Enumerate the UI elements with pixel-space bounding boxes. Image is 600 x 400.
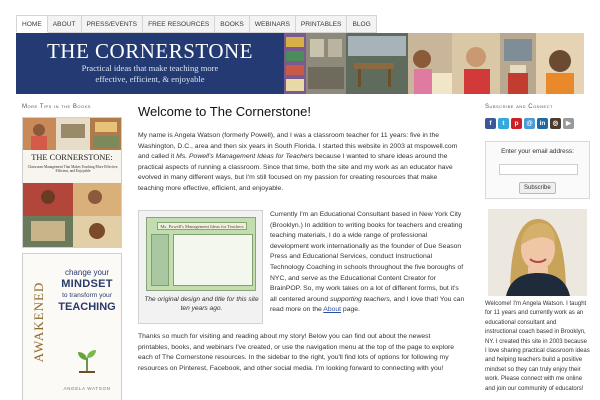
twitter-icon[interactable]: t [498,118,509,129]
original-site-menu [151,234,169,286]
classroom-photo-collage [284,33,584,94]
nav-press-events[interactable]: PRESS/EVENTS [82,15,144,33]
site-header-banner[interactable] [16,33,584,94]
email-label: Enter your email address: [501,148,574,155]
nav-blog[interactable]: BLOG [347,15,376,33]
site-tagline [34,63,266,85]
pinterest-icon[interactable]: p [511,118,522,129]
subscribe-heading: Subscribe and Connect [485,104,553,110]
email-icon[interactable]: @ [524,118,535,129]
email-subscribe-box [485,141,590,199]
main-nav [16,15,377,33]
left-sidebar [22,104,122,391]
tagline-line-2: effective, efficient, & enjoyable [95,74,205,84]
book-cover-awakened[interactable] [22,253,122,400]
email-field[interactable] [499,164,578,175]
social-icons-row [485,118,574,129]
instagram-icon[interactable]: ◎ [550,118,561,129]
nav-free-resources[interactable]: FREE RESOURCES [143,15,215,33]
intro-text-b: because I wanted to share ideas around the practical aspects of running a classroom. Since that time, both the site and my work as an educator have evolved in many different ways, but I'm still focused on my passion for creating resources that make teaching more effective, efficient, and enjoyable. [138,153,453,192]
linkedin-icon[interactable]: in [537,118,548,129]
nav-about[interactable]: ABOUT [48,15,82,33]
book-subtitle-cornerstone: Classroom Management That Makes Teaching More Effective, Efficient, and Enjoyable [27,165,119,174]
tagline-line-1: Practical ideas that make teaching more [81,63,219,73]
book-title-cornerstone: THE CORNERSTONE: [31,153,113,162]
site-title: THE CORNERSTONE [46,39,254,63]
original-site-heading: Ms. Powell's Management Ideas for Teachers [157,222,247,230]
thanks-paragraph: Thanks so much for visiting and reading about my story! Below you can find out about the newest printables, books, and webinars I've created, or use the navigation menu at the top of the page to explore each of The Cornerstone resources. In the sidebar to the right, you'll find lots of options for following my resources on Pinterest, Facebook, and other social media. I'm looking forward to connecting with you! [138,333,455,372]
original-site-body [173,234,253,286]
book-cover-photo-grid [23,183,122,248]
subscribe-button[interactable]: Subscribe [519,182,556,194]
original-design-figure [138,210,263,324]
facebook-icon[interactable]: f [485,118,496,129]
books-heading: More Tips in the Books [22,104,91,110]
nav-home[interactable]: HOME [16,15,48,33]
about-link[interactable]: About [323,306,342,314]
book2-line-1: change your [64,268,110,277]
consultant-text-c: page. [341,306,360,314]
consultant-text-emphasis: supporting teachers [330,295,390,303]
intro-text-a: My name is Angela Watson (formerly Powell), and I was a classroom teacher for 11 years: five in the Washington, D.C., area and then six years in South Florida. I started this website in 2003 at mspowell.com and called it [138,132,458,161]
book2-author: ANGELA WATSON [63,386,111,391]
book-cover-photos [23,118,122,150]
book2-line-2: MINDSET [61,278,113,290]
intro-text-emphasis: Ms. Powell's Management Ideas for Teachers [176,153,314,161]
consultant-paragraph [270,210,466,316]
book-spine [29,254,49,400]
author-portrait [488,209,587,296]
original-site-screenshot[interactable] [146,217,256,291]
nav-webinars[interactable]: WEBINARS [250,15,296,33]
page-title: Welcome to The Cornerstone! [138,104,311,119]
seedling-icon [75,346,99,374]
youtube-icon[interactable]: ▶ [563,118,574,129]
consultant-text-b: , and I love that! You can read more on the [270,295,465,314]
intro-paragraph [138,131,462,195]
book2-line-4: TEACHING [58,301,116,313]
figure-caption: The original design and title for this site ten years ago. [144,296,259,312]
book-cover-cornerstone[interactable] [22,117,122,248]
right-sidebar [485,104,590,392]
nav-printables[interactable]: PRINTABLES [296,15,348,33]
author-bio: Welcome! I'm Angela Watson. I taught for 11 years and currently work as an educational consultant and instructional coach based in Brooklyn, NY. I created this site in 2003 because I love sharing practical classroom ideas and helping teachers build a positive mindset so they can truly enjoy their work. Please connect with me online and join our community of educators! [485,301,590,392]
consultant-text-a: Currently I'm an Educational Consultant based in New York City (Brooklyn.) In addition to writing books for teachers and creating teaching materials, I do a wide range of professional development work internationally as the founder of Due Season Press and Educational Services, conduct Instructional Technology Coaching in schools throughout the five boroughs of NYC, and serve as the Educational Content Creator for BrainPOP. So, my work takes on a lot of different forms, but it's all centered around [270,211,464,303]
book2-line-3: to transform your [62,292,112,299]
nav-books[interactable]: BOOKS [215,15,249,33]
book-spine-title: AWAKENED [31,281,46,363]
main-content [138,104,466,372]
